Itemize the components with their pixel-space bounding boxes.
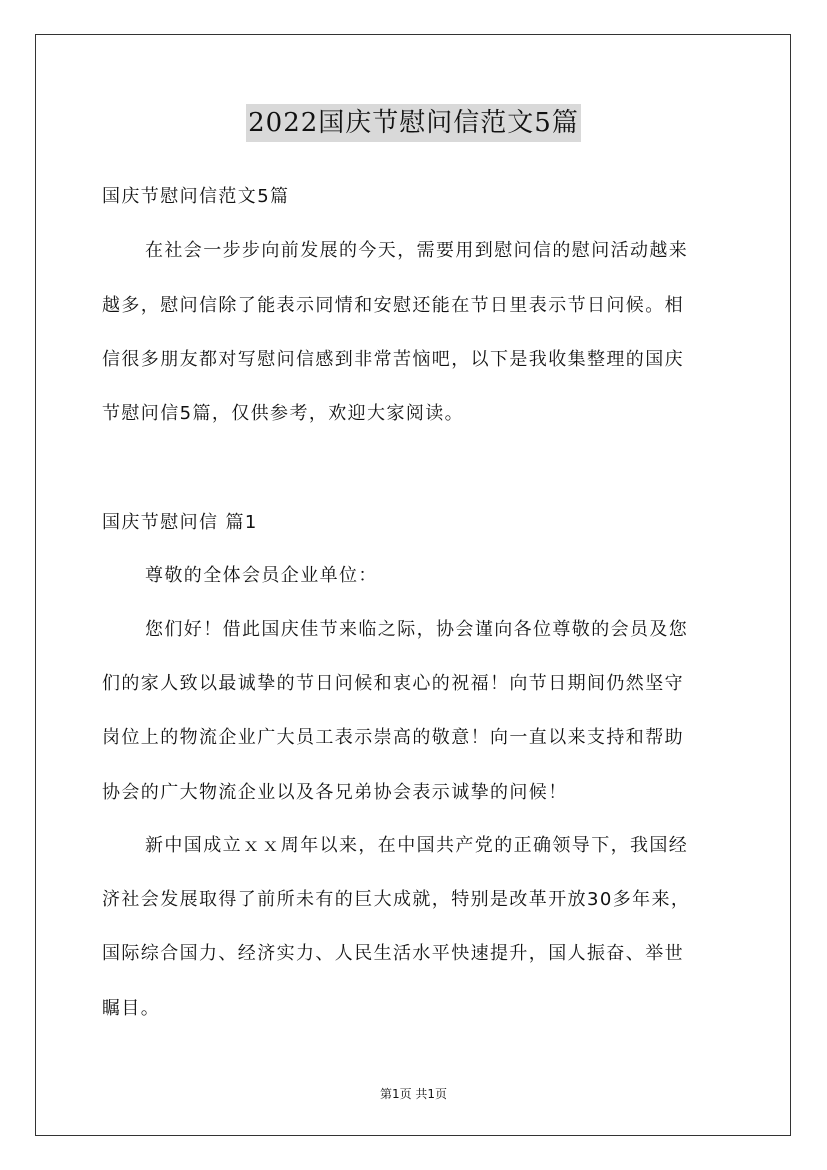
paragraph-line: 国际综合国力、经济实力、人民生活水平快速提升，国人振奋、举世 [102,943,684,964]
title-wrap [0,104,827,142]
paragraph-line: 协会的广大物流企业以及各兄弟协会表示诚挚的问候！ [102,782,568,803]
page-footer: 第1页 共1页 [379,1087,448,1101]
paragraph-line: 越多，慰问信除了能表示同情和安慰还能在节日里表示节日问候。相 [102,295,684,316]
paragraph-line: 新中国成立ｘｘ周年以来，在中国共产党的正确领导下，我国经 [145,835,689,856]
salutation: 尊敬的全体会员企业单位： [145,565,378,586]
paragraph-line: 您们好！借此国庆佳节来临之际，协会谨向各位尊敬的会员及您 [145,619,689,640]
paragraph-line: 信很多朋友都对写慰问信感到非常苦恼吧，以下是我收集整理的国庆 [102,349,684,370]
paragraph-line: 济社会发展取得了前所未有的巨大成就，特别是改革开放30多年来， [102,889,691,910]
paragraph-line: 在社会一步步向前发展的今天，需要用到慰问信的慰问活动越来 [145,240,689,261]
paragraph-line: 节慰问信5篇，仅供参考，欢迎大家阅读。 [102,403,465,424]
paragraph-line: 们的家人致以最诚挚的节日问候和衷心的祝福！向节日期间仍然坚守 [102,673,684,694]
section-heading: 国庆节慰问信范文5篇 [102,186,290,207]
paragraph-line: 岗位上的物流企业广大员工表示崇高的敬意！向一直以来支持和帮助 [102,727,684,748]
section-heading: 国庆节慰问信 篇1 [102,512,258,533]
paragraph-line: 瞩目。 [102,998,161,1019]
document-title: 2022国庆节慰问信范文5篇 [246,104,581,142]
